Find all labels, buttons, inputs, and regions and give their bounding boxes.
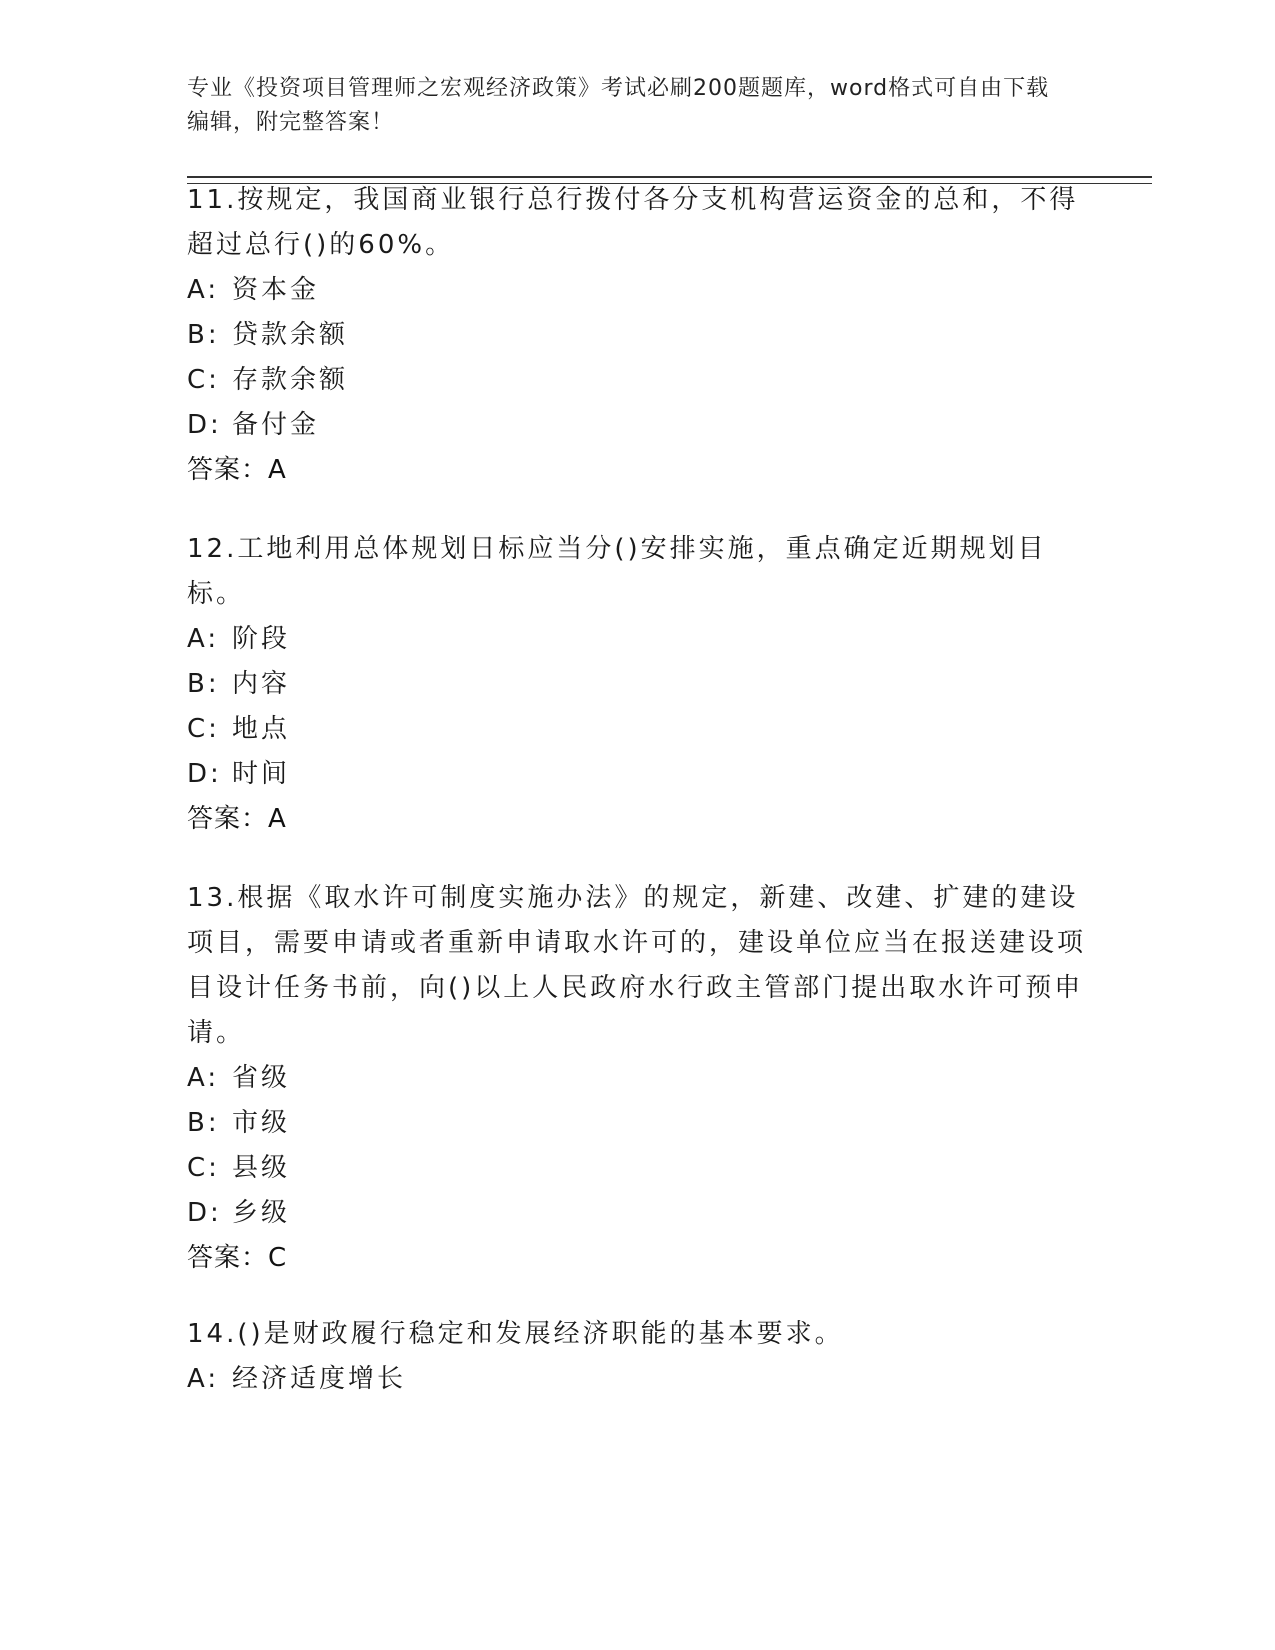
option-c bbox=[187, 707, 1087, 752]
option-text: 乡级 bbox=[232, 1198, 291, 1228]
option-a bbox=[187, 1056, 1087, 1101]
option-d bbox=[187, 752, 1087, 797]
question-14 bbox=[187, 1312, 1087, 1402]
option-c bbox=[187, 358, 1087, 403]
option-a bbox=[187, 268, 1087, 313]
answer: 答案：A bbox=[187, 804, 287, 834]
question-11 bbox=[187, 178, 1087, 493]
option-text: 经济适度增长 bbox=[232, 1364, 407, 1394]
answer: 答案：A bbox=[187, 455, 287, 485]
option-text: 时间 bbox=[232, 759, 291, 789]
question-13 bbox=[187, 876, 1087, 1281]
option-b bbox=[187, 662, 1087, 707]
option-letter: B: bbox=[187, 1108, 220, 1138]
question-stem: 12.工地利用总体规划日标应当分()安排实施，重点确定近期规划目标。 bbox=[187, 534, 1047, 609]
option-d bbox=[187, 1191, 1087, 1236]
question-12 bbox=[187, 527, 1087, 842]
option-a bbox=[187, 617, 1087, 662]
option-text: 备付金 bbox=[232, 410, 320, 440]
option-b bbox=[187, 313, 1087, 358]
answer: 答案：C bbox=[187, 1243, 288, 1273]
option-text: 地点 bbox=[232, 714, 291, 744]
option-letter: C: bbox=[187, 365, 220, 395]
option-c bbox=[187, 1146, 1087, 1191]
option-text: 阶段 bbox=[232, 624, 291, 654]
option-text: 县级 bbox=[232, 1153, 291, 1183]
option-text: 贷款余额 bbox=[232, 320, 349, 350]
option-text: 存款余额 bbox=[232, 365, 349, 395]
option-letter: D: bbox=[187, 759, 222, 789]
option-text: 内容 bbox=[232, 669, 291, 699]
option-text: 省级 bbox=[232, 1063, 291, 1093]
question-stem: 11.按规定，我国商业银行总行拨付各分支机构营运资金的总和，不得超过总行()的60%。 bbox=[187, 185, 1079, 260]
document-header: 专业《投资项目管理师之宏观经济政策》考试必刷200题题库，word格式可自由下载编辑，附完整答案！ bbox=[187, 76, 1050, 135]
option-b bbox=[187, 1101, 1087, 1146]
option-letter: A: bbox=[187, 1364, 220, 1394]
option-letter: B: bbox=[187, 669, 220, 699]
option-letter: A: bbox=[187, 624, 220, 654]
option-a bbox=[187, 1357, 1087, 1402]
option-d bbox=[187, 403, 1087, 448]
option-letter: D: bbox=[187, 410, 222, 440]
document-page bbox=[187, 0, 1157, 1650]
option-letter: D: bbox=[187, 1198, 222, 1228]
option-letter: C: bbox=[187, 714, 220, 744]
question-stem: 14.()是财政履行稳定和发展经济职能的基本要求。 bbox=[187, 1319, 844, 1349]
option-text: 市级 bbox=[232, 1108, 291, 1138]
option-letter: A: bbox=[187, 1063, 220, 1093]
option-text: 资本金 bbox=[232, 275, 320, 305]
option-letter: A: bbox=[187, 275, 220, 305]
option-letter: C: bbox=[187, 1153, 220, 1183]
question-stem: 13.根据《取水许可制度实施办法》的规定，新建、改建、扩建的建设项目，需要申请或者重新申请取水许可的，建设单位应当在报送建设项目设计任务书前，向()以上人民政府水行政主管部门提出取水许可预申请。 bbox=[187, 883, 1087, 1048]
option-letter: B: bbox=[187, 320, 220, 350]
